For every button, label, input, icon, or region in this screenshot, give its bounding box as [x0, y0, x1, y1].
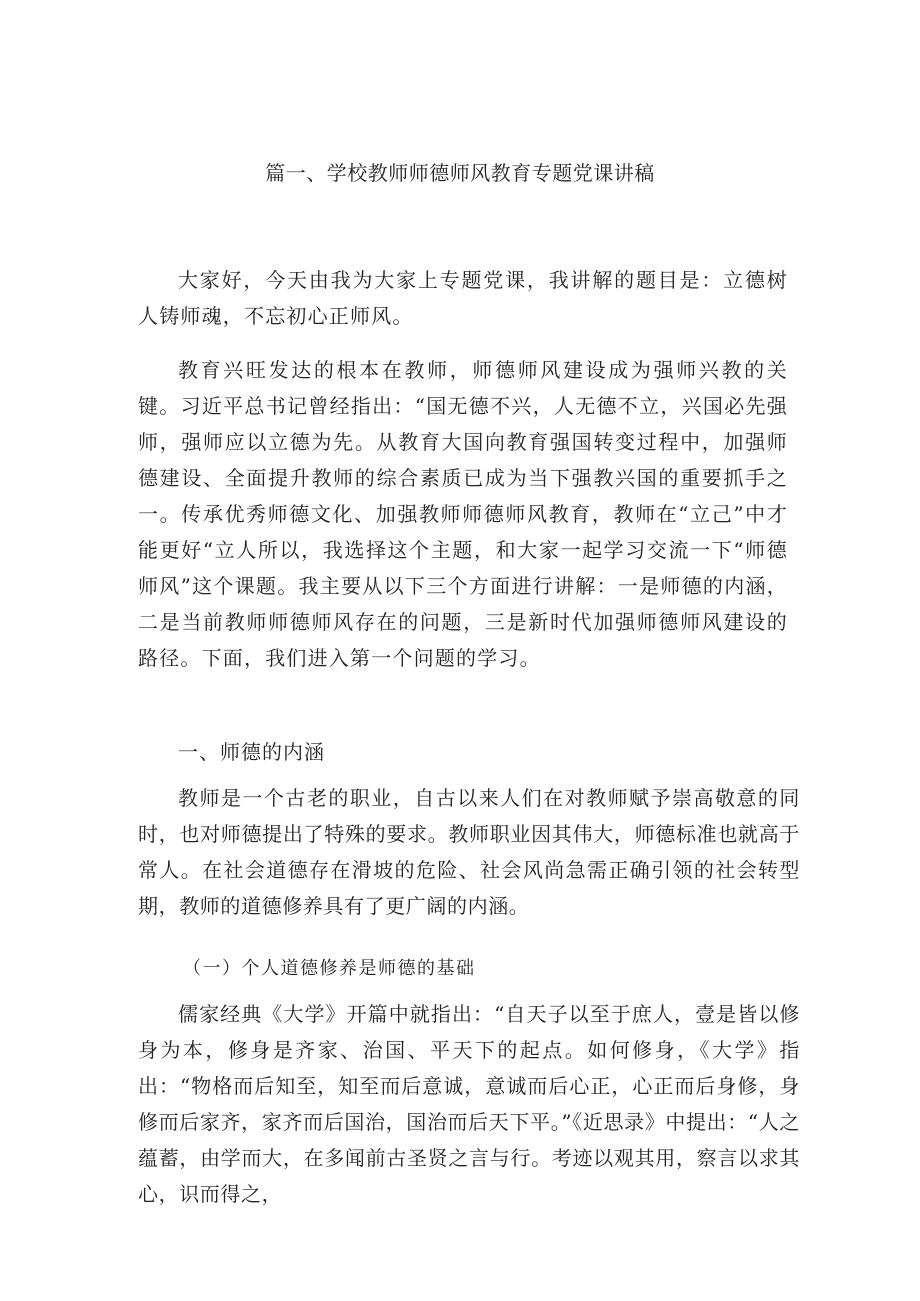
subsection-paragraph: 儒家经典《大学》开篇中就指出：“自天子以至于庶人，壹是皆以修身为本，修身是齐家、治国、平天下的起点。如何修身，《大学》指出：“物格而后知至，知至而后意诚，意诚而后心正，心正而后身修，身修而后家齐，家齐而后国治，国治而后天下平。”《近思录》中提出：“人之蕴蓄，由学而大，在多闻前古圣贤之言与行。考迹以观其用，察言以求其心，识而得之， [138, 1002, 800, 1206]
body-paragraph: 教育兴旺发达的根本在教师，师德师风建设成为强师兴教的关键。习近平总书记曾经指出：“国无德不兴，人无德不立，兴国必先强师，强师应以立德为先。从教育大国向教育强国转变过程中，加强师德建设、全面提升教师的综合素质已成为当下强教兴国的重要抓手之一。传承优秀师德文化、加强教师师德师风教育，教师在“立己”中才能更好“立人所以，我选择这个主题，和大家一起学习交流一下“师德师风”这个课题。我主要从以下三个方面进行讲解：一是师德的内涵，二是当前教师师德师风存在的问题，三是新时代加强师德师风建设的路径。下面，我们进入第一个问题的学习。 [138, 358, 788, 670]
document-title: 篇一、学校教师师德师风教育专题党课讲稿 [265, 161, 655, 185]
section-paragraph: 教师是一个古老的职业，自古以来人们在对教师赋予崇高敬意的同时，也对师德提出了特殊的要求。教师职业因其伟大，师德标准也就高于常人。在社会道德存在滑坡的危险、社会风尚急需正确引领的社会转型期，教师的道德修养具有了更广阔的内涵。 [138, 786, 800, 918]
section-heading: 一、师德的内涵 [178, 740, 325, 764]
subsection-heading: （一）个人道德修养是师德的基础 [183, 958, 476, 979]
intro-paragraph: 大家好，今天由我为大家上专题党课，我讲解的题目是：立德树人铸师魂，不忘初心正师风。 [138, 268, 788, 328]
